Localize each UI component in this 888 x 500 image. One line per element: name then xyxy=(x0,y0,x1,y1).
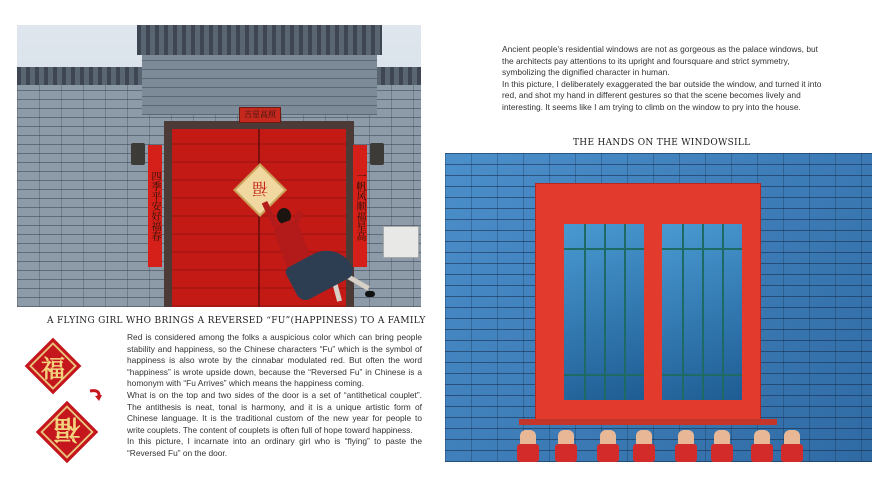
fu-char: 福 xyxy=(41,353,65,383)
couplet-left: 四季平安好福春 xyxy=(148,145,162,267)
roof-right xyxy=(372,67,421,87)
gate-roof xyxy=(137,25,382,55)
mailbox xyxy=(383,226,419,258)
hand xyxy=(781,426,803,462)
hand xyxy=(555,426,577,462)
fu-ornament-reversed xyxy=(36,401,98,463)
fu-char-reversed: 福 xyxy=(53,413,81,445)
window-bar xyxy=(662,374,742,376)
window-bar xyxy=(662,248,742,250)
hand xyxy=(751,426,773,462)
hand xyxy=(633,426,655,462)
window-pane-right xyxy=(656,204,748,411)
couplet-right: 一帆风顺福星高 xyxy=(353,145,367,267)
hand xyxy=(711,426,733,462)
door-plaque: 吉星高照 xyxy=(239,107,281,123)
curved-arrow-icon xyxy=(88,388,102,402)
hand xyxy=(597,426,619,462)
flying-girl-photo xyxy=(17,25,421,307)
girl-shoe xyxy=(365,291,375,297)
fu-ornament-upright xyxy=(25,338,82,395)
window-bar xyxy=(564,374,644,376)
window-mullion xyxy=(648,184,656,422)
window-frame xyxy=(536,184,760,422)
window-pane-left xyxy=(558,204,650,411)
left-caption: A FLYING GIRL WHO BRINGS A REVERSED “FU”(HAPPINESS) TO A FAMILY xyxy=(47,316,426,326)
roof-left xyxy=(17,67,147,87)
window-hands-photo xyxy=(445,153,872,462)
lantern-left xyxy=(131,143,145,165)
hand xyxy=(675,426,697,462)
paragraph: What is on the top and two sides of the door is a set of “antithetical couplet”. The antithesis is neat, tonal is harmony, and it is a unique artistic form of Chinese language. It is the traditional custom of the new year for people to write couplets. The content of couplets is often full of hope toward happiness. xyxy=(127,389,422,435)
window-bar xyxy=(564,248,644,250)
paragraph: In this picture, I incarnate into an ordinary girl who is “flying” to paste the “Reversed Fu” on the door. xyxy=(127,436,422,458)
door-split xyxy=(258,129,260,307)
right-description xyxy=(502,44,822,114)
hand xyxy=(517,426,539,462)
paragraph: In this picture, I deliberately exaggerated the bar outside the window, and turned it into red, and shot my hand in different gestures so that the scene becomes lively and interesting. It seems like I am trying to climb on the window to pry into the house. xyxy=(502,78,822,112)
gate-gable xyxy=(142,55,377,115)
left-description xyxy=(127,332,422,460)
right-caption: THE HANDS ON THE WINDOWSILL xyxy=(573,138,751,148)
paragraph: Red is considered among the folks a auspicious color which can bring people stability and happiness, so the Chinese characters “Fu” which is the symbol of happiness is also wrote by the cinnabar modulated red. But often the word “happiness” is wrote upside down, because the “Reversed Fu” in Chinese is a homonym with “Fu Arrives” which means the happiness coming. xyxy=(127,332,422,389)
hands-row xyxy=(515,421,815,462)
fu-sign-char: 福 xyxy=(252,179,269,199)
lantern-right xyxy=(370,143,384,165)
paragraph: Ancient people’s residential windows are not as gorgeous as the palace windows, but the architects pay attentions to its upright and foursquare and strict symmetry, symbolizing the dignified character in human. xyxy=(502,44,818,78)
